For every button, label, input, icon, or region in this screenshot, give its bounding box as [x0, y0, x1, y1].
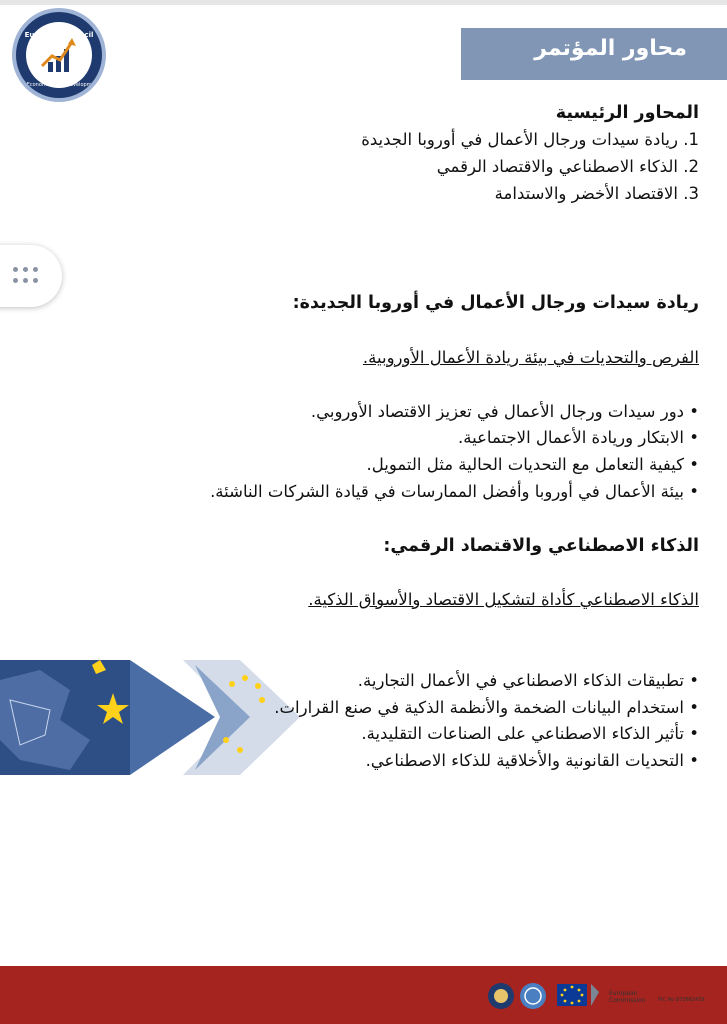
top-border — [0, 0, 727, 5]
main-axes-heading: المحاور الرئيسية — [555, 103, 699, 123]
page-title-box — [461, 28, 727, 80]
partner-emblems-icon — [487, 978, 607, 1016]
section2-heading: الذكاء الاصطناعي والاقتصاد الرقمي: — [383, 536, 699, 556]
council-logo — [12, 8, 106, 102]
section1-bullet-1: • دور سيدات ورجال الأعمال في تعزيز الاقتصاد الأوروبي. — [310, 402, 699, 421]
logo-text-bottom: for Economics and Development — [18, 82, 100, 88]
partner-name: European Commission — [609, 990, 646, 1004]
section1-bullet-2: • الابتكار وريادة الأعمال الاجتماعية. — [458, 428, 699, 447]
section2-bullet-1: • تطبيقات الذكاء الاصطناعي في الأعمال التجارية. — [357, 671, 699, 690]
page-title: محاور المؤتمر — [534, 36, 687, 61]
logo-text-top: European Council — [24, 31, 94, 39]
main-axis-item-1: 1. ريادة سيدات ورجال الأعمال في أوروبا الجديدة — [361, 130, 699, 149]
pic-number: PIC No 875682439 — [658, 997, 705, 1003]
main-axis-item-3: 3. الاقتصاد الأخضر والاستدامة — [494, 184, 699, 203]
eu-map-image — [0, 660, 300, 775]
section1-bullet-4: • بيئة الأعمال في أوروبا وأفضل الممارسات في قيادة الشركات الناشئة. — [210, 482, 699, 501]
section2-bullet-4: • التحديات القانونية والأخلاقية للذكاء الاصطناعي. — [365, 751, 699, 770]
section2-subheading: الذكاء الاصطناعي كأداة لتشكيل الاقتصاد والأسواق الذكية. — [308, 590, 699, 609]
section1-subheading: الفرص والتحديات في بيئة ريادة الأعمال الأوروبية. — [362, 348, 699, 367]
main-axis-item-2: 2. الذكاء الاصطناعي والاقتصاد الرقمي — [436, 157, 699, 176]
drag-dots-icon — [13, 267, 41, 285]
section1-bullet-3: • كيفية التعامل مع التحديات الحالية مثل التمويل. — [366, 455, 699, 474]
floating-menu-handle[interactable] — [0, 245, 62, 307]
section2-bullet-2: • استخدام البيانات الضخمة والأنظمة الذكية في صنع القرارات. — [274, 698, 699, 717]
section2-bullet-3: • تأثير الذكاء الاصطناعي على الصناعات التقليدية. — [361, 724, 699, 743]
section1-heading: ريادة سيدات ورجال الأعمال في أوروبا الجديدة: — [292, 293, 699, 313]
